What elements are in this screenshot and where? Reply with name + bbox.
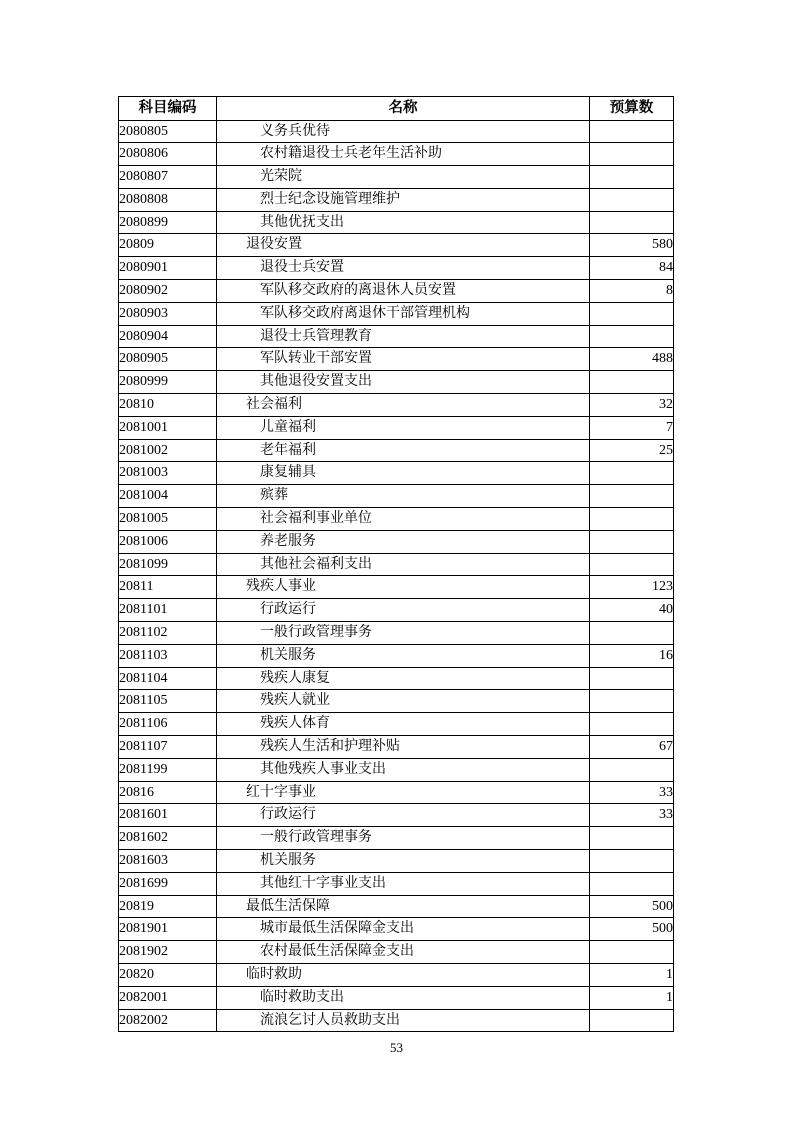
cell-amount: 500	[590, 918, 674, 941]
cell-amount	[590, 143, 674, 166]
table-row	[119, 462, 674, 485]
cell-code: 2081103	[119, 644, 217, 667]
cell-amount: 33	[590, 804, 674, 827]
header-code: 科目编码	[119, 97, 217, 121]
cell-code: 2081003	[119, 462, 217, 485]
table-row	[119, 872, 674, 895]
cell-code: 2081699	[119, 872, 217, 895]
cell-code: 2081005	[119, 508, 217, 531]
table-row	[119, 120, 674, 143]
cell-name: 一般行政管理事务	[217, 827, 590, 850]
cell-amount	[590, 211, 674, 234]
table-row	[119, 736, 674, 759]
cell-name: 康复辅具	[217, 462, 590, 485]
cell-amount: 1	[590, 963, 674, 986]
table-row	[119, 211, 674, 234]
cell-code: 2082001	[119, 986, 217, 1009]
cell-name: 退役士兵管理教育	[217, 325, 590, 348]
cell-name: 社会福利	[217, 394, 590, 417]
cell-name: 临时救助	[217, 963, 590, 986]
cell-amount	[590, 667, 674, 690]
cell-code: 2081602	[119, 827, 217, 850]
cell-code: 2081104	[119, 667, 217, 690]
cell-name: 其他红十字事业支出	[217, 872, 590, 895]
header-row	[119, 97, 674, 121]
table-row	[119, 941, 674, 964]
cell-code: 2081901	[119, 918, 217, 941]
cell-code: 2080904	[119, 325, 217, 348]
cell-amount: 25	[590, 439, 674, 462]
table-row	[119, 827, 674, 850]
cell-amount	[590, 941, 674, 964]
table-row	[119, 850, 674, 873]
cell-code: 2081105	[119, 690, 217, 713]
table-row	[119, 622, 674, 645]
cell-amount	[590, 690, 674, 713]
cell-name: 残疾人就业	[217, 690, 590, 713]
cell-name: 其他退役安置支出	[217, 371, 590, 394]
cell-name: 退役安置	[217, 234, 590, 257]
table-row	[119, 166, 674, 189]
table-row	[119, 508, 674, 531]
cell-name: 其他优抚支出	[217, 211, 590, 234]
cell-name: 老年福利	[217, 439, 590, 462]
cell-name: 农村籍退役士兵老年生活补助	[217, 143, 590, 166]
cell-name: 残疾人康复	[217, 667, 590, 690]
table-row	[119, 143, 674, 166]
cell-name: 机关服务	[217, 850, 590, 873]
table-row	[119, 599, 674, 622]
cell-amount	[590, 622, 674, 645]
cell-amount	[590, 530, 674, 553]
cell-code: 20816	[119, 781, 217, 804]
table-row	[119, 234, 674, 257]
cell-code: 2081002	[119, 439, 217, 462]
cell-amount	[590, 508, 674, 531]
cell-code: 2081102	[119, 622, 217, 645]
table-row	[119, 963, 674, 986]
cell-amount	[590, 188, 674, 211]
table-row	[119, 530, 674, 553]
cell-code: 2081101	[119, 599, 217, 622]
cell-name: 社会福利事业单位	[217, 508, 590, 531]
cell-code: 2080901	[119, 257, 217, 280]
cell-name: 义务兵优待	[217, 120, 590, 143]
cell-name: 军队转业干部安置	[217, 348, 590, 371]
table-row	[119, 713, 674, 736]
header-name: 名称	[217, 97, 590, 121]
cell-amount	[590, 166, 674, 189]
cell-amount: 488	[590, 348, 674, 371]
cell-code: 2081106	[119, 713, 217, 736]
table-row	[119, 371, 674, 394]
cell-amount	[590, 485, 674, 508]
cell-amount	[590, 713, 674, 736]
cell-code: 20811	[119, 576, 217, 599]
cell-name: 流浪乞讨人员救助支出	[217, 1009, 590, 1032]
table-row	[119, 280, 674, 303]
cell-code: 2081199	[119, 758, 217, 781]
cell-amount: 580	[590, 234, 674, 257]
cell-amount: 67	[590, 736, 674, 759]
cell-code: 2081004	[119, 485, 217, 508]
table-row	[119, 804, 674, 827]
cell-amount: 8	[590, 280, 674, 303]
cell-code: 2080899	[119, 211, 217, 234]
cell-code: 2080999	[119, 371, 217, 394]
table-row	[119, 416, 674, 439]
cell-name: 军队移交政府离退休干部管理机构	[217, 302, 590, 325]
cell-code: 2080807	[119, 166, 217, 189]
cell-name: 临时救助支出	[217, 986, 590, 1009]
cell-name: 行政运行	[217, 804, 590, 827]
cell-name: 残疾人事业	[217, 576, 590, 599]
cell-amount: 84	[590, 257, 674, 280]
cell-code: 20819	[119, 895, 217, 918]
cell-name: 光荣院	[217, 166, 590, 189]
cell-code: 2080903	[119, 302, 217, 325]
cell-amount: 1	[590, 986, 674, 1009]
table-row	[119, 781, 674, 804]
table-header	[119, 97, 674, 121]
cell-code: 20809	[119, 234, 217, 257]
cell-name: 城市最低生活保障金支出	[217, 918, 590, 941]
cell-name: 儿童福利	[217, 416, 590, 439]
cell-amount	[590, 850, 674, 873]
table-row	[119, 576, 674, 599]
cell-amount	[590, 827, 674, 850]
cell-code: 2081099	[119, 553, 217, 576]
cell-name: 行政运行	[217, 599, 590, 622]
header-amount: 预算数	[590, 97, 674, 121]
cell-code: 2081603	[119, 850, 217, 873]
cell-name: 最低生活保障	[217, 895, 590, 918]
table-row	[119, 257, 674, 280]
cell-amount	[590, 758, 674, 781]
cell-code: 2080905	[119, 348, 217, 371]
table-row	[119, 1009, 674, 1032]
table-row	[119, 918, 674, 941]
table-row	[119, 690, 674, 713]
cell-code: 2081006	[119, 530, 217, 553]
table-body	[119, 120, 674, 1032]
table-row	[119, 485, 674, 508]
table-row	[119, 325, 674, 348]
cell-name: 烈士纪念设施管理维护	[217, 188, 590, 211]
table-row	[119, 553, 674, 576]
table-row	[119, 188, 674, 211]
cell-name: 红十字事业	[217, 781, 590, 804]
table-row	[119, 644, 674, 667]
cell-code: 2081107	[119, 736, 217, 759]
cell-amount	[590, 325, 674, 348]
cell-name: 养老服务	[217, 530, 590, 553]
cell-name: 其他残疾人事业支出	[217, 758, 590, 781]
cell-amount	[590, 302, 674, 325]
cell-code: 2080805	[119, 120, 217, 143]
table-row	[119, 895, 674, 918]
cell-amount: 33	[590, 781, 674, 804]
cell-amount: 123	[590, 576, 674, 599]
cell-name: 机关服务	[217, 644, 590, 667]
cell-amount: 16	[590, 644, 674, 667]
cell-code: 2080806	[119, 143, 217, 166]
cell-code: 2080902	[119, 280, 217, 303]
cell-amount	[590, 371, 674, 394]
table-row	[119, 394, 674, 417]
cell-name: 殡葬	[217, 485, 590, 508]
table-row	[119, 667, 674, 690]
cell-name: 其他社会福利支出	[217, 553, 590, 576]
cell-name: 农村最低生活保障金支出	[217, 941, 590, 964]
cell-code: 20820	[119, 963, 217, 986]
cell-name: 退役士兵安置	[217, 257, 590, 280]
cell-name: 残疾人生活和护理补贴	[217, 736, 590, 759]
cell-code: 2081001	[119, 416, 217, 439]
table-row	[119, 758, 674, 781]
cell-code: 2080808	[119, 188, 217, 211]
cell-amount: 500	[590, 895, 674, 918]
cell-code: 2081902	[119, 941, 217, 964]
table-row	[119, 986, 674, 1009]
table-row	[119, 302, 674, 325]
cell-name: 军队移交政府的离退休人员安置	[217, 280, 590, 303]
cell-amount	[590, 553, 674, 576]
table-row	[119, 348, 674, 371]
cell-amount	[590, 1009, 674, 1032]
cell-amount: 32	[590, 394, 674, 417]
cell-amount	[590, 872, 674, 895]
cell-name: 一般行政管理事务	[217, 622, 590, 645]
cell-code: 2082002	[119, 1009, 217, 1032]
cell-name: 残疾人体育	[217, 713, 590, 736]
table-row	[119, 439, 674, 462]
cell-code: 20810	[119, 394, 217, 417]
page-number: 53	[390, 1040, 403, 1055]
cell-code: 2081601	[119, 804, 217, 827]
budget-table	[118, 96, 674, 1032]
cell-amount	[590, 462, 674, 485]
cell-amount	[590, 120, 674, 143]
cell-amount: 7	[590, 416, 674, 439]
cell-amount: 40	[590, 599, 674, 622]
